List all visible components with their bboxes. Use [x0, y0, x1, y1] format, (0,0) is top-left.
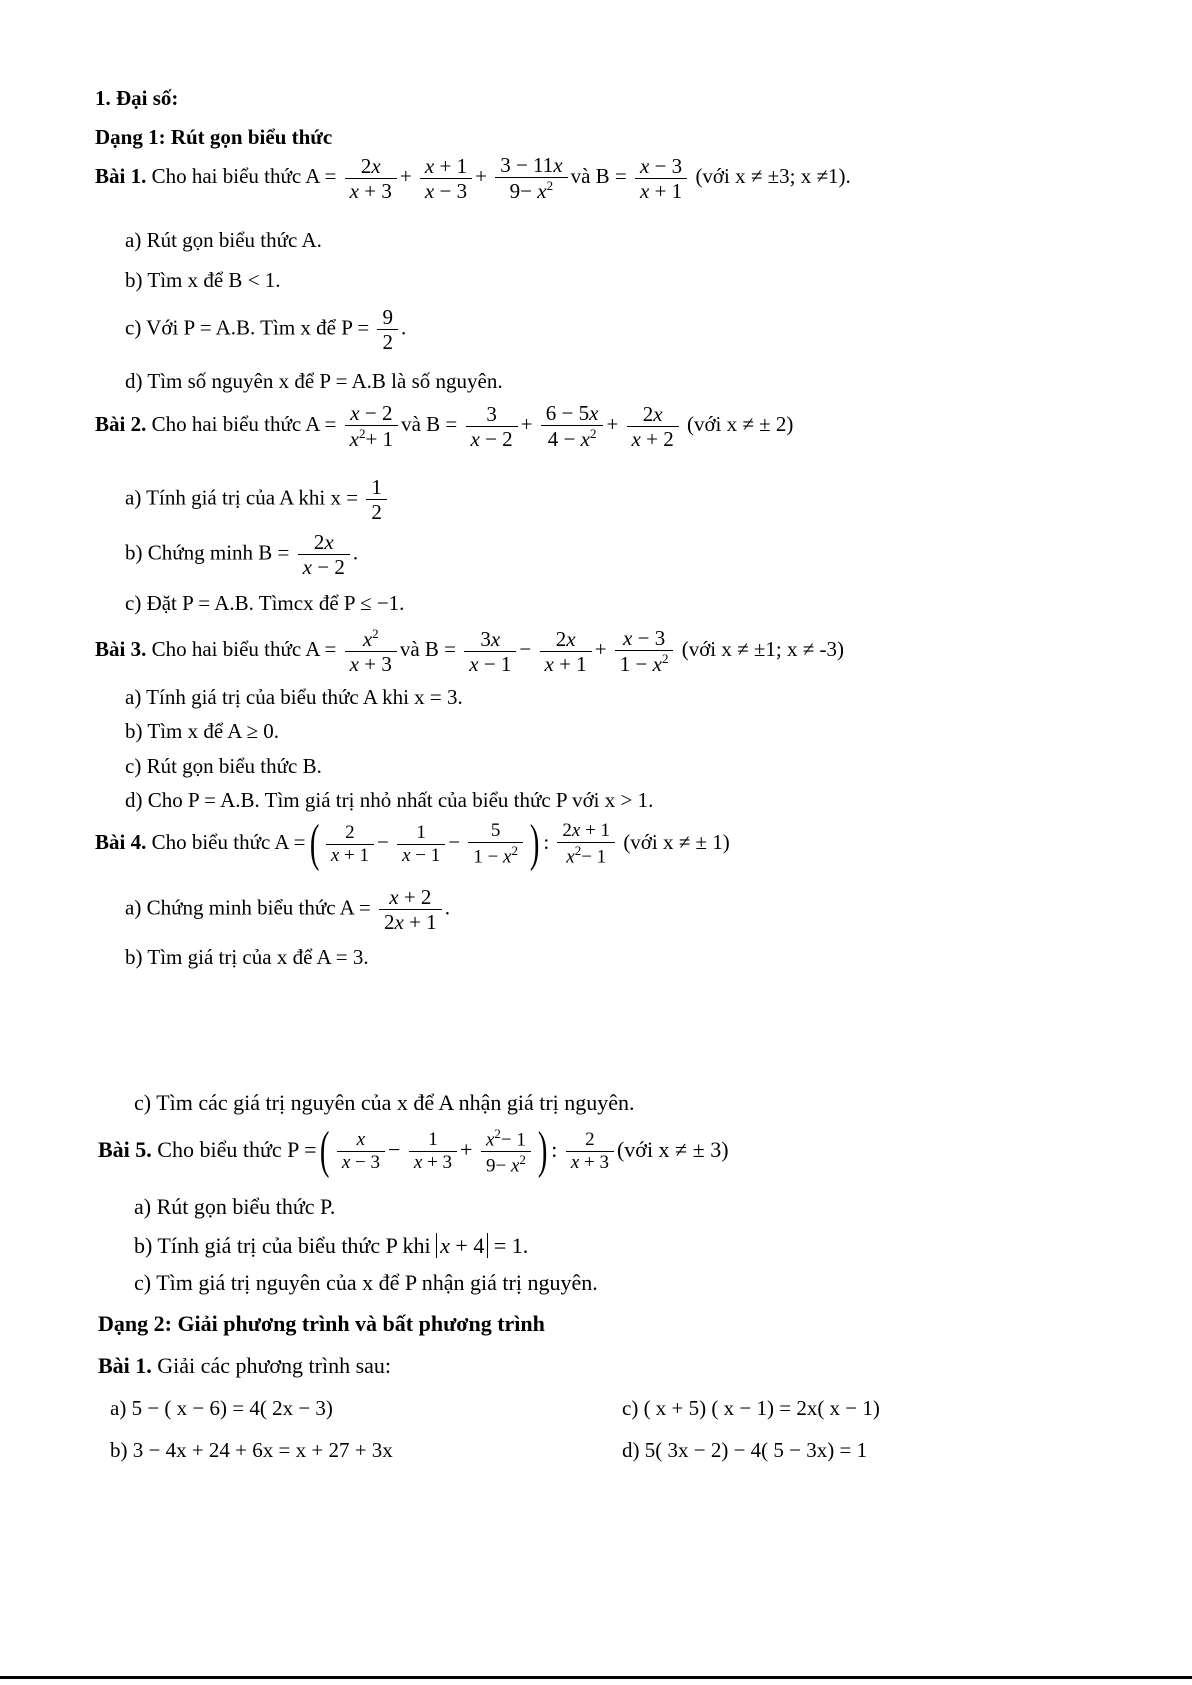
- bai4-b: b) Tìm giá trị của x để A = 3.: [125, 945, 369, 969]
- absolute-value: x + 4: [436, 1233, 488, 1258]
- fraction: $\frac{x - 2}{x^2+ 1}$: [345, 401, 398, 451]
- fraction: $\frac{1}{2}$: [366, 475, 387, 524]
- bai1-d: d) Tìm số nguyên x để P = A.B là số nguyên.: [125, 369, 503, 393]
- bai1-intro: Cho hai biểu thức: [151, 163, 302, 188]
- fraction: $\frac{6 - 5x}{4 - x^2}$: [541, 401, 604, 451]
- bai5-condition: (với x ≠ ± 3): [616, 1136, 729, 1162]
- bai2-statement: Bài 2. Cho hai biểu thức A = $\frac{x - 2}{x^2+ 1}$ và B = $\frac{3}{x - 2}$ + $\frac{6 - 5x}{4 - x^2}$ + $\frac{2x}{x + 2}$ (với x ≠ ± 2): [95, 401, 794, 452]
- page-bottom-rule: [0, 1676, 1192, 1679]
- equation-a: a) 5 − ( x − 6) = 4( 2x − 3): [110, 1396, 333, 1420]
- fraction: $\frac{2x}{x + 1}$: [540, 627, 592, 676]
- bai1-b: b) Tìm x để B < 1.: [125, 268, 281, 292]
- bai3-statement: Bài 3. Cho hai biểu thức A = $\frac{x^2}{x + 3}$ và B = $\frac{3x}{x - 1}$ − $\frac{2x}{x + 1}$ + $\frac{x - 3}{1 - x^2}$ (với x ≠ ±1; x ≠ -3): [95, 626, 845, 677]
- equation-c: c) ( x + 5) ( x − 1) = 2x( x − 1): [622, 1396, 880, 1420]
- bai3-b: b) Tìm x để A ≥ 0.: [125, 719, 280, 743]
- bai4-condition: (với x ≠ ± 1): [623, 829, 730, 854]
- bai5-b: b) Tính giá trị của biểu thức P khi: [134, 1233, 431, 1258]
- fraction: $\frac{1}{x + 3}$: [409, 1129, 457, 1174]
- bai4-label: Bài 4.: [95, 829, 147, 854]
- bai1-condition: (với x ≠ ±3; x ≠1).: [695, 163, 851, 188]
- dang2-bai1-intro: Giải các phương trình sau:: [157, 1353, 392, 1378]
- fraction: $\frac{2x}{x + 3}$: [345, 154, 397, 203]
- section-title: 1. Đại số:: [95, 86, 179, 110]
- fraction: $\frac{x + 1}{x - 3}$: [420, 154, 472, 203]
- bai5-c: c) Tìm giá trị nguyên của x để P nhận giá trị nguyên.: [134, 1270, 598, 1295]
- bai2-b-row: b) Chứng minh B = $\frac{2x}{x - 2}$ .: [125, 530, 359, 580]
- fraction: $\frac{1}{x - 1}$: [397, 822, 445, 867]
- bai1-c-row: c) Với P = A.B. Tìm x để P = $\frac{9}{2}$ .: [125, 305, 407, 355]
- fraction: $\frac{2}{x + 1}$: [326, 822, 374, 867]
- bai3-intro: Cho hai biểu thức: [151, 636, 302, 661]
- bai2-b: b) Chứng minh B =: [125, 540, 290, 565]
- bai1-a: a) Rút gọn biểu thức A.: [125, 228, 322, 252]
- bai2-intro: Cho hai biểu thức: [151, 411, 302, 436]
- fraction: $\frac{x - 3}{x + 1}$: [635, 154, 687, 203]
- fraction: $\frac{3 - 11x}{9- x^2}$: [495, 153, 567, 203]
- fraction: $\frac{3x}{x - 1}$: [464, 627, 516, 676]
- bai4-statement: Bài 4. Cho biểu thức A =( $\frac{2}{x + 1}$ − $\frac{1}{x - 1}$ − $\frac{5}{1 - x^2}$ ) : $\frac{2x + 1}{x^2- 1}$ (với x ≠ ± 1): [95, 814, 730, 872]
- fraction: $\frac{x}{x - 3}$: [337, 1129, 385, 1174]
- bai5-intro: Cho biểu thức: [157, 1136, 282, 1162]
- dang2-bai1-label: Bài 1.: [98, 1353, 152, 1378]
- fraction: $\frac{9}{2}$: [377, 305, 398, 354]
- fraction: $\frac{3}{x - 2}$: [466, 402, 518, 451]
- equation-d: d) 5( 3x − 2) − 4( 5 − 3x) = 1: [622, 1438, 868, 1462]
- bai3-condition: (với x ≠ ±1; x ≠ -3): [681, 636, 845, 661]
- bai2-condition: (với x ≠ ± 2): [686, 411, 794, 436]
- fraction: $\frac{x^2}{x + 3}$: [345, 626, 397, 676]
- fraction: $\frac{2x + 1}{x^2- 1}$: [557, 820, 615, 868]
- bai5-statement: Bài 5. Cho biểu thức P =( $\frac{x}{x - 3}$ − $\frac{1}{x + 3}$ + $\frac{x^2- 1}{9- x^2}$ ) : $\frac{2}{x + 3}$ (với x ≠ ± 3): [98, 1122, 729, 1180]
- bai3-a: a) Tính giá trị của biểu thức A khi x = 3.: [125, 685, 463, 709]
- fraction: $\frac{2}{x + 3}$: [566, 1129, 614, 1174]
- fraction: $\frac{x - 3}{1 - x^2}$: [615, 626, 674, 676]
- fraction: $\frac{5}{1 - x^2}$: [468, 820, 523, 868]
- bai4-a: a) Chứng minh biểu thức A =: [125, 895, 371, 920]
- bai3-label: Bài 3.: [95, 636, 147, 661]
- bai3-c: c) Rút gọn biểu thức B.: [125, 754, 322, 778]
- bai2-c: c) Đặt P = A.B. Tìmcx để P ≤ −1.: [125, 591, 405, 615]
- bai5-a: a) Rút gọn biểu thức P.: [134, 1194, 336, 1219]
- bai2-a-row: [125, 475, 390, 524]
- dang1-title: Dạng 1: Rút gọn biểu thức: [95, 125, 333, 149]
- equation-b: b) 3 − 4x + 24 + 6x = x + 27 + 3x: [110, 1438, 393, 1462]
- bai1-c: c) Với P = A.B. Tìm x để P =: [125, 315, 370, 340]
- bai3-d: d) Cho P = A.B. Tìm giá trị nhỏ nhất của biểu thức P với x > 1.: [125, 788, 654, 812]
- dang2-bai1-statement: [98, 1355, 391, 1377]
- bai4-c: c) Tìm các giá trị nguyên của x để A nhận giá trị nguyên.: [134, 1090, 635, 1115]
- fraction: $\frac{2x}{x - 2}$: [298, 530, 350, 579]
- dang2-title: Dạng 2: Giải phương trình và bất phương trình: [98, 1311, 545, 1336]
- bai4-intro: Cho biểu thức: [151, 829, 271, 854]
- bai2-label: Bài 2.: [95, 411, 147, 436]
- bai4-a-row: a) Chứng minh biểu thức A = $\frac{x + 2}{2x + 1}$ .: [125, 885, 450, 935]
- bai1-label: Bài 1.: [95, 163, 147, 188]
- fraction: $\frac{x + 2}{2x + 1}$: [379, 885, 442, 934]
- bai5-b-row: b) Tính giá trị của biểu thức P khi x + 4 = 1.: [134, 1233, 529, 1258]
- bai2-a: a) Tính giá trị của A khi x =: [125, 485, 359, 510]
- fraction: $\frac{x^2- 1}{9- x^2}$: [481, 1126, 531, 1178]
- fraction: $\frac{2x}{x + 2}$: [627, 402, 679, 451]
- bai5-label: Bài 5.: [98, 1136, 152, 1162]
- bai1-statement: Bài 1. Cho hai biểu thức A = $\frac{2x}{x + 3}$ + $\frac{x + 1}{x - 3}$ + $\frac{3 - 11x}{9- x^2}$ và B = $\frac{x - 3}{x + 1}$ (với x ≠ ±3; x ≠1).: [95, 153, 851, 204]
